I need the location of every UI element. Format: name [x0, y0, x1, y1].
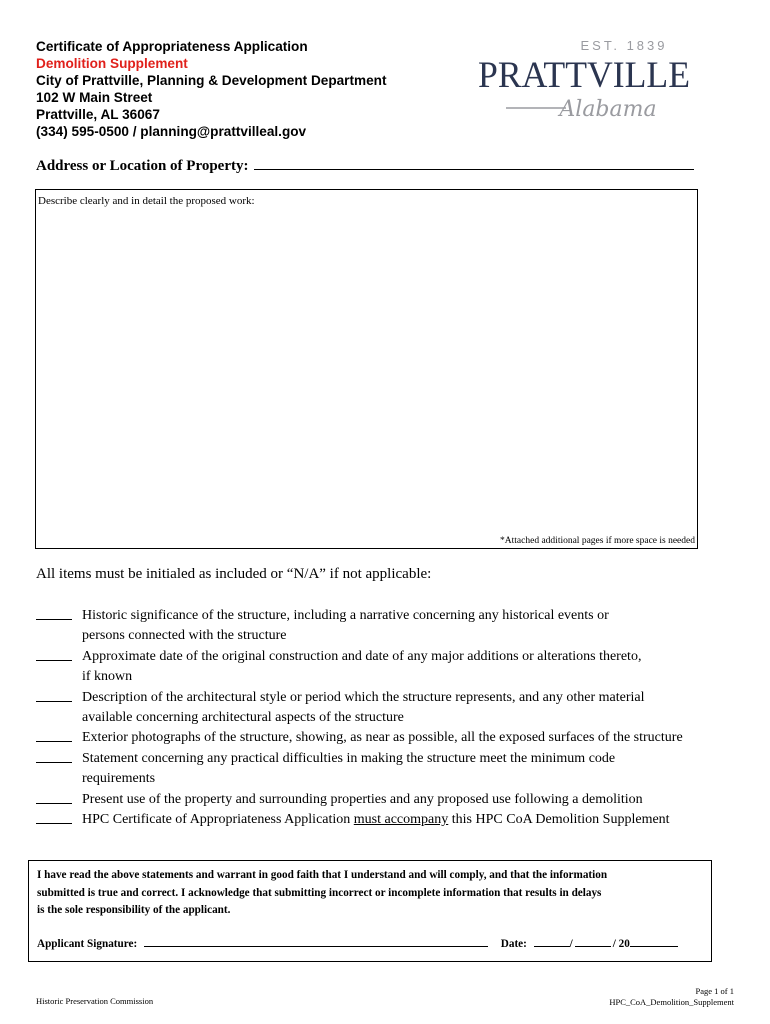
logo-name: PRATTVILLE [478, 55, 690, 96]
checklist-item-text-cont: persons connected with the structure [82, 628, 287, 644]
initial-blank[interactable] [36, 749, 72, 763]
checklist-item [36, 728, 756, 748]
footer-commission: Historic Preservation Commission [36, 996, 154, 1006]
city-state-zip: Prattville, AL 36067 [36, 107, 160, 122]
prattville-logo [472, 32, 702, 128]
initial-instruction: All items must be initialed as included or “N/A” if not applicable: [36, 566, 432, 582]
form-subtitle: Demolition Supplement [36, 56, 188, 71]
initial-blank[interactable] [36, 810, 72, 824]
department-name: City of Prattville, Planning & Development Department [36, 73, 387, 88]
address-field[interactable] [36, 155, 694, 175]
certification-line: submitted is true and correct. I acknowledge that submitting incorrect or incomplete information that results in delays [37, 886, 602, 899]
checklist-item [36, 790, 756, 810]
date-year-prefix: / 20 [612, 938, 630, 950]
contact-info: (334) 595-0500 / planning@prattvilleal.gov [36, 124, 307, 139]
street-address: 102 W Main Street [36, 90, 153, 105]
checklist-item [36, 606, 756, 647]
checklist-item-text-cont: available concerning architectural aspects of the structure [82, 710, 404, 726]
prattville-logo-graphic [472, 32, 702, 128]
checklist-item [36, 688, 756, 729]
proposed-work-prompt: Describe clearly and in detail the proposed work: [38, 195, 255, 207]
checklist-item-text: Approximate date of the original construction and date of any major additions or alterations thereto, [82, 648, 642, 664]
checklist [36, 606, 756, 830]
date-label: Date: [500, 938, 527, 950]
checklist-item-text-cont: if known [82, 669, 133, 685]
footer-right [609, 986, 734, 1008]
checklist-item [36, 749, 756, 790]
date-day-field[interactable] [575, 935, 611, 947]
checklist-item-emphasis: must accompany [353, 812, 449, 828]
checklist-item-text: Statement concerning any practical difficulties in making the structure meet the minimum code [82, 750, 616, 766]
checklist-item-text: Description of the architectural style or period which the structure represents, and any other material [82, 689, 645, 705]
initial-blank[interactable] [36, 688, 72, 702]
checklist-item-text: HPC Certificate of Appropriateness Application [82, 812, 354, 828]
checklist-item-text: Historic significance of the structure, including a narrative concerning any historical events or [82, 608, 609, 623]
checklist-item-text: Exterior photographs of the structure, showing, as near as possible, all the exposed surfaces of the structure [82, 730, 683, 746]
certification-line: I have read the above statements and warrant in good faith that I understand and will comply, and that the information [37, 869, 608, 881]
initial-blank[interactable] [36, 790, 72, 804]
date-month-field[interactable] [534, 935, 570, 947]
page-number: Page 1 of 1 [695, 986, 734, 996]
form-title: Certificate of Appropriateness Application [36, 39, 308, 54]
certification-box [28, 860, 712, 962]
logo-est: EST. 1839 [580, 38, 668, 53]
initial-blank[interactable] [36, 606, 72, 620]
checklist-item-text-end: this HPC CoA Demolition Supplement [448, 812, 670, 828]
document-header [36, 38, 386, 140]
proposed-work-note: *Attached additional pages if more space is needed [500, 536, 695, 546]
document-id: HPC_CoA_Demolition_Supplement [609, 997, 734, 1007]
initial-blank[interactable] [36, 728, 72, 742]
logo-state: Alabama [559, 97, 657, 122]
date-year-field[interactable] [630, 935, 678, 947]
date-separator: / [569, 938, 573, 950]
initial-blank[interactable] [36, 647, 72, 661]
address-label: Address or Location of Property: [36, 158, 249, 174]
checklist-item-text-cont: requirements [82, 771, 156, 787]
certification-line: is the sole responsibility of the applicant. [37, 904, 231, 917]
address-line[interactable] [254, 155, 694, 170]
checklist-item [36, 810, 756, 830]
checklist-item-text: Present use of the property and surrounding properties and any proposed use following a demolition [82, 791, 643, 807]
certification-statement [37, 867, 607, 920]
signature-row [37, 935, 678, 950]
signature-line[interactable] [144, 935, 488, 947]
signature-label: Applicant Signature: [37, 938, 138, 950]
proposed-work-box[interactable] [35, 189, 698, 549]
checklist-item [36, 647, 756, 688]
